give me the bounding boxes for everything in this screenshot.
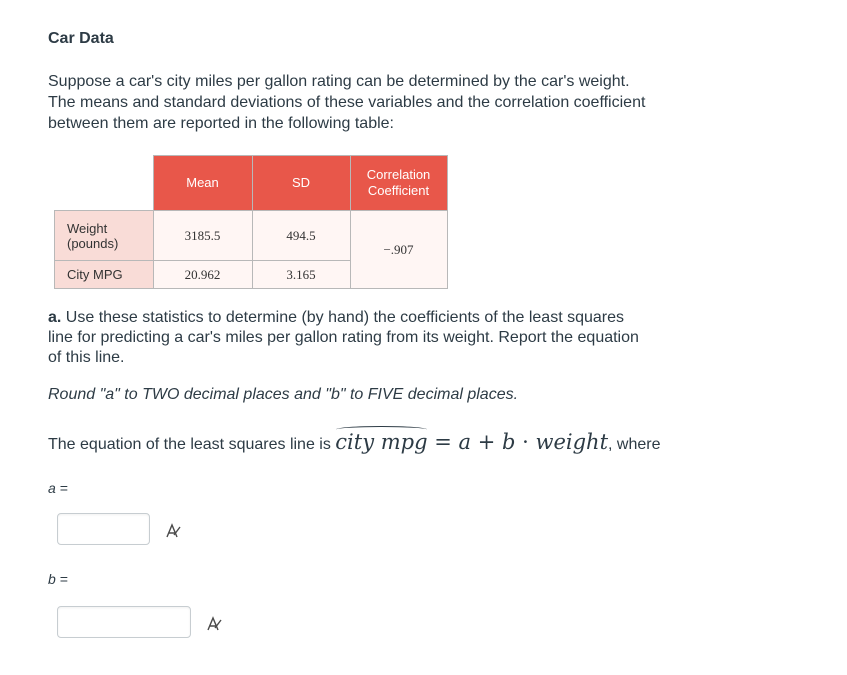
math-editor-icon[interactable] [163, 521, 183, 541]
header-correlation-line1: Correlation [366, 167, 431, 182]
a-label: a = [48, 480, 68, 496]
part-a-line: of this line. [48, 349, 125, 366]
intro-line: between them are reported in the following table: [48, 115, 394, 132]
plus-sign: + [471, 430, 502, 454]
hat-city-mpg: city mpg [335, 430, 428, 454]
b-label: b = [48, 571, 68, 587]
equation-trail: , where [608, 436, 661, 453]
intro-line: Suppose a car's city miles per gallon rating can be determined by the car's weight. [48, 73, 630, 90]
b-answer-input[interactable] [57, 606, 191, 638]
var-b: b [502, 430, 516, 454]
math-editor-icon[interactable] [204, 614, 224, 634]
row-label-line1: Weight [67, 220, 108, 236]
rounding-instruction: Round "a" to TWO decimal places and "b" to FIVE decimal places. [48, 386, 519, 403]
row-label-line2: (pounds) [67, 235, 119, 251]
a-answer-input[interactable] [57, 513, 150, 545]
dot-sign: · [515, 430, 536, 454]
equation-math [335, 430, 608, 454]
part-a-line [48, 308, 728, 328]
weight-mean: 3185.5 [153, 211, 252, 261]
intro-line: The means and standard deviations of these variables and the correlation coefficient [48, 94, 646, 111]
intro-paragraph [48, 71, 708, 134]
part-a-question [48, 308, 728, 368]
weight-sd: 494.5 [252, 211, 350, 261]
header-mean: Mean [153, 156, 252, 211]
correlation-value: −.907 [350, 211, 447, 289]
page-title: Car Data [48, 30, 114, 47]
header-sd: SD [252, 156, 350, 211]
row-label-weight [55, 211, 154, 261]
var-weight: weight [535, 430, 609, 454]
equals-sign: = [427, 430, 459, 454]
header-correlation [350, 156, 447, 211]
part-a-line-text: Use these statistics to determine (by hand) the coefficients of the least squares [61, 309, 625, 326]
city-mpg-sd: 3.165 [252, 261, 350, 289]
table-corner [55, 156, 154, 211]
equation-lead: The equation of the least squares line is [48, 436, 336, 453]
statistics-table [54, 155, 448, 289]
part-a-line: line for predicting a car's miles per gallon rating from its weight. Report the equation [48, 329, 639, 346]
header-correlation-line2: Coefficient [367, 183, 430, 198]
city-mpg-mean: 20.962 [153, 261, 252, 289]
equation-line [48, 430, 660, 454]
part-a-prefix: a. [48, 309, 62, 326]
var-a: a [458, 430, 472, 454]
row-label-city-mpg: City MPG [55, 261, 154, 289]
